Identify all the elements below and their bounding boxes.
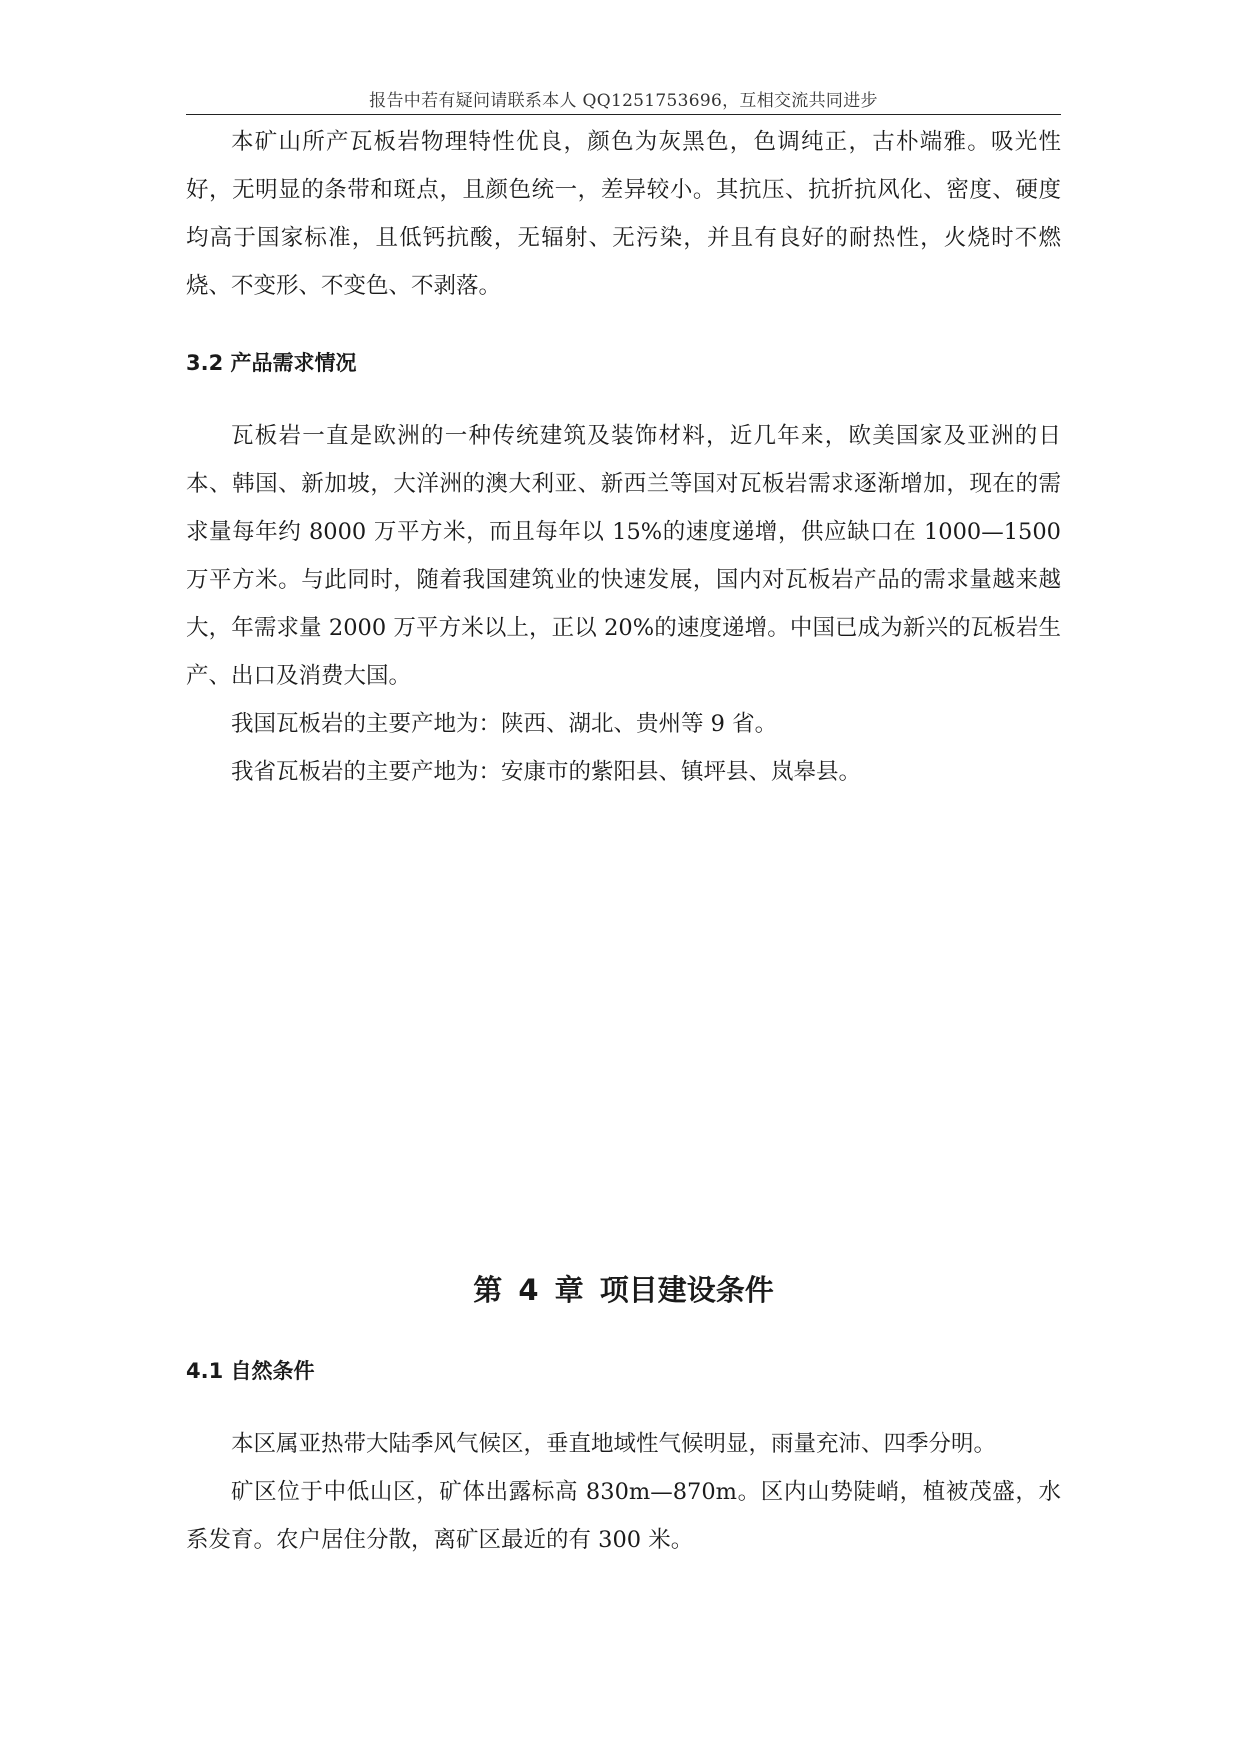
demand-paragraph: 瓦板岩一直是欧洲的一种传统建筑及装饰材料，近几年来，欧美国家及亚洲的日本、韩国、新加坡，大洋洲的澳大利亚、新西兰等国对瓦板岩需求逐渐增加，现在的需求量每年约 8000 万平方米，而且每年以 15%的速度递增，供应缺口在 1000—1500 万平方米。与此同时，随着我国建筑业的快速发展，国内对瓦板岩产品的需求量越来越大，年需求量 2000 万平方米以上，正以 20%的速度递增。中国已成为新兴的瓦板岩生产、出口及消费大国。 [186,423,1061,689]
intro-section [186,118,1061,310]
intro-paragraph: 本矿山所产瓦板岩物理特性优良，颜色为灰黑色，色调纯正，古朴端雅。吸光性好，无明显的条带和斑点，且颜色统一，差异较小。其抗压、抗折抗风化、密度、硬度均高于国家标准，且低钙抗酸，无辐射、无污染，并且有良好的耐热性，火烧时不燃烧、不变形、不变色、不剥落。 [186,129,1061,299]
terrain-paragraph: 矿区位于中低山区，矿体出露标高 830m—870m。区内山势陡峭，植被茂盛，水系发育。农户居住分散，离矿区最近的有 300 米。 [186,1479,1061,1553]
provincial-origin-paragraph: 我省瓦板岩的主要产地为：安康市的紫阳县、镇坪县、岚皋县。 [231,759,862,785]
national-origin-paragraph: 我国瓦板岩的主要产地为：陕西、湖北、贵州等 9 省。 [231,711,778,737]
chapter-4-title: 第 4 章 项目建设条件 [473,1273,774,1307]
climate-paragraph: 本区属亚热带大陆季风气候区，垂直地域性气候明显，雨量充沛、四季分明。 [231,1431,997,1457]
header-divider [186,114,1061,115]
section-4-1-heading: 4.1 自然条件 [186,1359,315,1383]
page-header: 报告中若有疑问请联系本人 QQ1251753696，互相交流共同进步 [369,91,878,111]
section-4-1-body [186,1420,1061,1564]
section-3-2-heading: 3.2 产品需求情况 [186,351,357,375]
section-3-2-body [186,412,1061,796]
